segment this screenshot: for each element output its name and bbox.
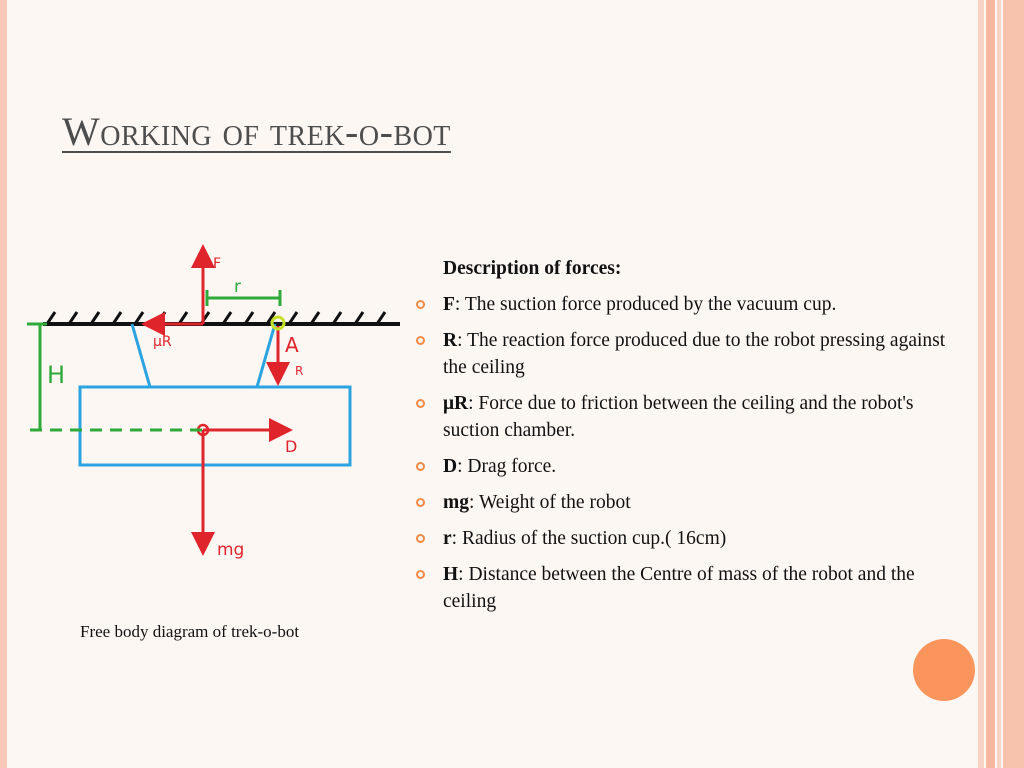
bullet-icon xyxy=(416,498,425,507)
forces-list xyxy=(412,291,972,615)
bullet-icon xyxy=(416,534,425,543)
label-a: A xyxy=(285,333,299,357)
slide-title: Working of trek-o-bot xyxy=(62,109,451,154)
item-term: H xyxy=(443,564,459,585)
item-term: mg xyxy=(443,492,469,513)
item-term: D xyxy=(443,456,458,477)
label-h: H xyxy=(47,361,66,389)
right-border-stripes xyxy=(978,0,1024,768)
bullet-icon xyxy=(416,336,425,345)
decorative-circle xyxy=(913,639,975,701)
left-border xyxy=(0,0,7,768)
ceiling xyxy=(43,312,400,324)
item-text: : Drag force. xyxy=(457,456,557,477)
bullet-icon xyxy=(416,570,425,579)
list-item xyxy=(412,489,972,516)
robot-body xyxy=(80,387,350,465)
radius-dimension xyxy=(207,290,280,306)
list-item xyxy=(412,291,972,318)
item-text: : Weight of the robot xyxy=(469,492,631,513)
diagram-caption: Free body diagram of trek-o-bot xyxy=(80,622,300,641)
item-term: R xyxy=(443,330,458,351)
forces-description xyxy=(412,255,972,624)
item-term: μR xyxy=(443,393,469,414)
item-text: : Radius of the suction cup.( 16cm) xyxy=(451,528,727,549)
free-body-diagram xyxy=(25,240,410,580)
list-item xyxy=(412,453,972,480)
bullet-icon xyxy=(416,462,425,471)
list-item xyxy=(412,525,972,552)
item-text: : The suction force produced by the vacuum cup. xyxy=(454,294,837,315)
item-text: : Force due to friction between the ceiling and the robot's suction chamber. xyxy=(443,393,914,441)
item-term: F xyxy=(443,294,455,315)
list-item xyxy=(412,561,972,615)
item-term: r xyxy=(443,528,452,549)
bullet-icon xyxy=(416,399,425,408)
list-item xyxy=(412,327,972,381)
description-heading: Description of forces: xyxy=(443,258,622,279)
label-r: r xyxy=(234,277,241,297)
bullet-icon xyxy=(416,300,425,309)
item-text: : Distance between the Centre of mass of the robot and the ceiling xyxy=(443,564,915,612)
label-mur: μR xyxy=(153,334,172,350)
label-f: F xyxy=(213,256,222,272)
label-d: D xyxy=(285,437,298,456)
label-r-force: R xyxy=(295,364,304,378)
list-item xyxy=(412,390,972,444)
label-mg: mg xyxy=(217,540,245,560)
item-text: : The reaction force produced due to the robot pressing against the ceiling xyxy=(443,330,946,378)
